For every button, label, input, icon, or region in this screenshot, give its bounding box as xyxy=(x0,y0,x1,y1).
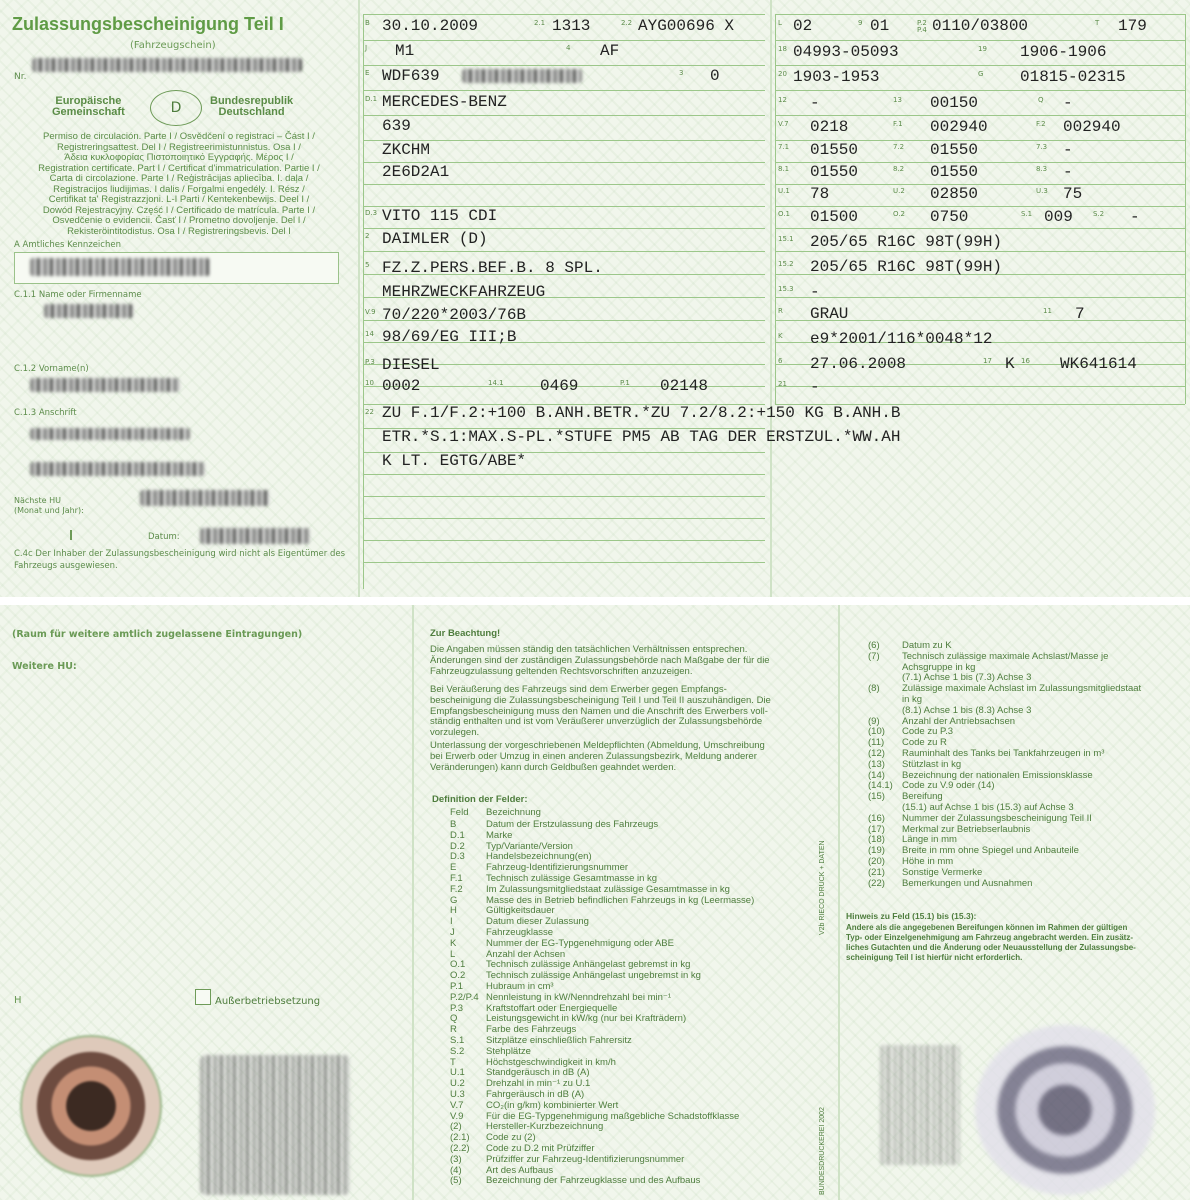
ausserbetrieb-label: Außerbetriebsetzung xyxy=(215,996,321,1007)
field-code-f20: 20 xyxy=(778,70,787,78)
field-code-p2p4: P.2 P.4 xyxy=(917,19,927,34)
definition-code: (6) xyxy=(868,640,880,651)
field-code-u3: U.3 xyxy=(1036,187,1048,195)
field-value-f141: 0469 xyxy=(540,377,579,395)
fold-line xyxy=(838,605,840,1200)
definition-text: Code zu R xyxy=(902,737,947,749)
grid-line xyxy=(363,65,765,66)
field-value-f22a: ZU F.1/F.2:+100 B.ANH.BETR.*ZU 7.2/8.2:+150 KG B.ANH.B xyxy=(382,404,901,422)
definition-code: P.1 xyxy=(450,981,464,992)
fold-line xyxy=(358,0,360,597)
grid-line xyxy=(775,184,1185,185)
grid-line xyxy=(775,228,1185,229)
definition-code: (20) xyxy=(868,856,885,867)
grid-line xyxy=(775,297,1185,298)
redacted-date xyxy=(200,528,310,544)
field-code-t: T xyxy=(1095,19,1100,27)
fold-line xyxy=(770,0,772,597)
redacted-hu xyxy=(140,490,270,506)
field-value-f13: 00150 xyxy=(930,94,979,112)
definition-code: B xyxy=(450,819,457,830)
field-value-p3: DIESEL xyxy=(382,356,440,374)
definition-text: Zulässige maximale Achslast im Zulassungsmitgliedstaat in kg (8.1) Achse 1 bis (8.3) Achse 3 xyxy=(902,683,1142,716)
registration-back-sheet xyxy=(0,605,1190,1200)
redacted-plate xyxy=(30,258,210,276)
field-value-d3: VITO 115 CDI xyxy=(382,207,498,225)
field-value-f81: 01550 xyxy=(810,163,859,181)
field-value-b: 30.10.2009 xyxy=(382,17,479,35)
definition-code: S.1 xyxy=(450,1035,465,1046)
definition-text: Breite in mm ohne Spiegel und Anbauteile xyxy=(902,845,1079,857)
definition-code: (4) xyxy=(450,1164,462,1176)
field-code-g: G xyxy=(978,70,984,78)
redacted-firstname xyxy=(30,378,180,392)
field-value-p2p4: 0110/03800 xyxy=(932,17,1029,35)
field-code-f11: 11 xyxy=(1043,307,1052,315)
field-code-u1: U.1 xyxy=(778,187,790,195)
field-value-f21b: - xyxy=(810,378,820,396)
field-value-g: 01815-02315 xyxy=(1020,68,1126,86)
definition-code: G xyxy=(450,894,458,906)
definition-code: P.3 xyxy=(450,1002,464,1014)
field-code-k: K xyxy=(778,332,783,340)
field-value-d2b: ZKCHM xyxy=(382,141,431,159)
field-code-s1: S.1 xyxy=(1021,210,1033,218)
field-code-f4: 4 xyxy=(566,44,571,52)
field-value-d1: MERCEDES-BENZ xyxy=(382,93,507,111)
field-code-l: L xyxy=(778,19,782,27)
redacted-document-number xyxy=(32,58,302,72)
definition-text: Stützlast in kg xyxy=(902,758,962,770)
definition-code: (16) xyxy=(868,812,885,824)
field-code-f22: 2.2 xyxy=(621,19,633,27)
redacted-name xyxy=(44,304,134,318)
definition-text: Leistungsgewicht in kW/kg (nur bei Krafträdern) xyxy=(486,1013,687,1025)
definition-text: Code zu P.3 xyxy=(902,726,954,738)
field-value-f21: 1313 xyxy=(552,17,591,35)
hinweis-text: Andere als die angegebenen Bereifungen können im Rahmen der gültigen Typ- oder Einzelgenehmigung am Fahrzeug angebracht werden. Ein zusätz- liches Gutachten und die Änderung oder Neuausstellung der Zulassungsbe- scheinigung Teil I ist hierfür nicht erforderlich. xyxy=(846,923,1136,962)
field-value-f22b: ETR.*S.1:MAX.S-PL.*STUFE PM5 AB TAG DER ERSTZUL.*WW.AH xyxy=(382,428,901,446)
field-code-f14: 14 xyxy=(365,330,374,338)
field-code-f17: 17 xyxy=(983,357,992,365)
definition-code: (11) xyxy=(868,737,885,749)
definition-text: Typ/Variante/Version xyxy=(486,840,573,852)
definition-text: Höchstgeschwindigkeit in km/h xyxy=(486,1056,616,1068)
definition-code: P.2/P.4 xyxy=(450,991,479,1003)
definition-text: Bezeichnung der nationalen Emissionsklasse xyxy=(902,769,1093,781)
weitere-hu-label: Weitere HU: xyxy=(12,661,77,672)
definition-code: O.2 xyxy=(450,970,466,982)
definition-text: Gültigkeitsdauer xyxy=(486,905,555,917)
field-value-f83: - xyxy=(1063,163,1073,181)
field-value-u3: 75 xyxy=(1063,185,1083,203)
field-code-f19: 19 xyxy=(978,45,987,53)
definition-text: Datum der Erstzulassung des Fahrzeugs xyxy=(486,819,659,830)
grid-line xyxy=(363,474,765,475)
definition-text: Fahrzeugklasse xyxy=(486,927,554,938)
printer-mark: V2b RIECO DRUCK + DATEN xyxy=(819,840,826,935)
field-value-f72: 01550 xyxy=(930,141,979,159)
definition-code: D.3 xyxy=(450,851,465,863)
official-seal-left xyxy=(20,1035,162,1177)
definition-title: Definition der Felder: xyxy=(432,794,528,805)
grid-line xyxy=(775,206,1185,207)
field-code-e: E xyxy=(365,69,370,77)
definition-code: (10) xyxy=(868,726,885,738)
beachtung-paragraph-2: Bei Veräußerung des Fahrzeugs sind dem Erwerber gegen Empfangs- bescheinigung die Zulassungsbescheinigung Teil I und Teil II auszuhändigen. Die Empfangsbescheinigung muss den Namen und die Anschrift des Erwerbers voll- ständig enthalten und ist vom Veräußerer unverzüglich der Zulassungsbehörde vorzulegen. xyxy=(430,684,771,739)
grid-line xyxy=(363,115,765,116)
field-code-f1: F.1 xyxy=(893,120,903,128)
definition-text: Handelsbezeichnung(en) xyxy=(486,851,592,863)
field-value-o1: 01500 xyxy=(810,208,859,226)
field-value-v9: 70/220*2003/76B xyxy=(382,306,527,324)
field-code-f83: 8.3 xyxy=(1036,165,1048,173)
definition-text: Hersteller-Kurzbezeichnung xyxy=(486,1121,604,1133)
definition-code: D.2 xyxy=(450,840,465,852)
definition-text: Datum zu K xyxy=(902,640,952,651)
field-value-f10: 0002 xyxy=(382,377,421,395)
grid-line xyxy=(363,228,765,229)
grid-line xyxy=(363,562,765,563)
definition-code: (22) xyxy=(868,877,885,889)
field-value-f153: - xyxy=(810,283,820,301)
definition-text: Stehplätze xyxy=(486,1045,531,1057)
definition-text: Rauminhalt des Tanks bei Tankfahrzeugen in m³ xyxy=(902,748,1105,759)
field-value-u2: 02850 xyxy=(930,185,979,203)
bezeichnung-header: Bezeichnung xyxy=(486,807,541,818)
field-value-l: 02 xyxy=(793,17,813,35)
grid-line xyxy=(363,14,364,589)
field-code-f9: 9 xyxy=(858,19,863,27)
definition-text: Nummer der EG-Typgenehmigung oder ABE xyxy=(486,937,674,949)
redacted-signature xyxy=(880,1045,960,1165)
definition-text: Bemerkungen und Ausnahmen xyxy=(902,877,1033,889)
redacted-vin-part xyxy=(462,69,582,83)
field-code-v9: V.9 xyxy=(365,308,376,316)
country-oval: D xyxy=(150,90,202,126)
definition-code: (2) xyxy=(450,1121,462,1133)
definition-text: Bereifung (15.1) auf Achse 1 bis (15.3) auf Achse 3 xyxy=(902,791,1074,813)
definition-code: U.2 xyxy=(450,1078,465,1090)
definition-code: F.1 xyxy=(450,873,463,884)
nr-label: Nr. xyxy=(14,72,27,82)
grid-line xyxy=(363,251,765,252)
field-value-u1: 78 xyxy=(810,185,830,203)
definition-code: (13) xyxy=(868,758,885,770)
field-code-f21: 2.1 xyxy=(534,19,546,27)
field-code-f71: 7.1 xyxy=(778,143,790,151)
field-value-d2c: 2E6D2A1 xyxy=(382,163,450,181)
field-code-p3: P.3 xyxy=(365,358,375,366)
definition-code: Q xyxy=(450,1013,458,1025)
grid-line xyxy=(363,90,765,91)
definition-code: K xyxy=(450,937,457,949)
grid-line xyxy=(363,496,765,497)
definition-code: (7) xyxy=(868,650,880,662)
field-code-f72: 7.2 xyxy=(893,143,905,151)
field-code-d3: D.3 xyxy=(365,209,378,217)
grid-line xyxy=(775,14,1185,15)
definition-code: J xyxy=(450,927,455,938)
definition-text: Technisch zulässige maximale Achslast/Masse je Achsgruppe in kg (7.1) Achse 1 bis (7.3) Achse 3 xyxy=(902,650,1109,684)
grid-line xyxy=(363,184,765,185)
definition-text: Drehzahl in min⁻¹ zu U.1 xyxy=(486,1078,591,1090)
grid-line xyxy=(775,115,1185,116)
field-code-u2: U.2 xyxy=(893,187,905,195)
grid-line xyxy=(363,518,765,519)
beachtung-paragraph-1: Die Angaben müssen ständig den tatsächlichen Verhältnissen entsprechen. Änderungen sind der zuständigen Zulassungsbehörde nach Maßgabe der für die Fahrzeugzulassung geltenden Rechtsvorschriften anzuzeigen. xyxy=(430,644,770,677)
definition-code: T xyxy=(450,1056,456,1068)
beachtung-paragraph-3: Unterlassung der vorgeschriebenen Meldepflichten (Abmeldung, Umschreibung bei Erwerb oder Umzug in einen anderen Zulassungsbezirk, Meldung anderer Veränderungen) kann durch Geldbußen geahndet werden. xyxy=(430,740,765,773)
field-code-f3: 3 xyxy=(679,69,684,77)
redacted-address-2 xyxy=(30,462,205,476)
definition-text: Technisch zulässige Anhängelast gebremst in kg xyxy=(486,959,691,971)
document-subtitle: (Fahrzeugschein) xyxy=(130,40,216,51)
definition-text: Datum dieser Zulassung xyxy=(486,916,589,928)
definition-code: H xyxy=(450,905,457,917)
definition-code: L xyxy=(450,948,456,960)
definition-code: (2.2) xyxy=(450,1143,470,1154)
grid-line xyxy=(363,540,765,541)
grid-line xyxy=(775,386,1185,387)
definition-text: Nennleistung in kW/Nenndrehzahl bei min⁻¹ xyxy=(486,991,672,1003)
grid-line xyxy=(363,14,765,15)
label-a: A Amtliches Kennzeichen xyxy=(14,240,121,250)
fold-line xyxy=(412,605,414,1200)
definition-code: (2.1) xyxy=(450,1132,470,1144)
label-c11: C.1.1 Name oder Firmenname xyxy=(14,290,142,300)
definition-text: Im Zulassungsmitgliedstaat zulässige Gesamtmasse in kg xyxy=(486,883,730,895)
definition-text: CO₂(in g/km) kombinierter Wert xyxy=(486,1099,619,1111)
field-value-f17: K xyxy=(1005,355,1015,373)
field-code-s2: S.2 xyxy=(1093,210,1105,218)
field-code-f16: 16 xyxy=(1021,357,1030,365)
printer-mark-2: BUNDESDRUCKEREI 2002 xyxy=(819,1107,826,1195)
registration-front-sheet xyxy=(0,0,1190,597)
definition-code: (5) xyxy=(450,1175,462,1187)
definition-code: (19) xyxy=(868,845,885,857)
definition-text: Fahrzeug-Identifizierungsnummer xyxy=(486,862,629,874)
field-code-f82: 8.2 xyxy=(893,165,905,173)
grid-line xyxy=(363,40,765,41)
definition-code: I xyxy=(450,916,453,928)
definition-text: Sitzplätze einschließlich Fahrersitz xyxy=(486,1035,632,1046)
field-value-f5b: MEHRZWECKFAHRZEUG xyxy=(382,283,546,301)
raum-label: (Raum für weitere amtlich zugelassene Eintragungen) xyxy=(12,629,303,640)
definition-code: V.9 xyxy=(450,1110,464,1122)
label-c13: C.1.3 Anschrift xyxy=(14,408,77,418)
field-value-f4: AF xyxy=(600,42,620,60)
definition-text: Technisch zulässige Gesamtmasse in kg xyxy=(486,873,658,884)
field-code-b: B xyxy=(365,19,370,27)
field-value-o2: 0750 xyxy=(930,208,969,226)
field-code-f2: 2 xyxy=(365,232,370,240)
field-value-f5: FZ.Z.PERS.BEF.B. 8 SPL. xyxy=(382,259,603,277)
definition-code: (15) xyxy=(868,791,885,803)
definition-text: Art des Aufbaus xyxy=(486,1164,554,1176)
field-value-s1: 009 xyxy=(1044,208,1073,226)
eu-label: Europäische Gemeinschaft xyxy=(52,95,125,118)
hinweis-title: Hinweis zu Feld (15.1) bis (15.3): xyxy=(846,911,977,921)
definition-code: (18) xyxy=(868,834,885,846)
field-value-f20: 1903-1953 xyxy=(793,68,880,86)
label-datum: Datum: xyxy=(148,532,180,542)
definition-code: (8) xyxy=(868,683,880,695)
field-code-f6: 6 xyxy=(778,357,783,365)
definition-text: Kraftstoffart oder Energiequelle xyxy=(486,1002,618,1014)
field-code-f153: 15.3 xyxy=(778,285,794,293)
definition-code: S.2 xyxy=(450,1045,465,1057)
field-value-f22c: K LT. EGTG/ABE* xyxy=(382,452,527,470)
field-code-f21b: 21 xyxy=(778,380,787,388)
field-code-f12: 12 xyxy=(778,96,787,104)
field-value-f152: 205/65 R16C 98T(99H) xyxy=(810,258,1003,276)
definition-code: V.7 xyxy=(450,1099,464,1111)
definition-text: Masse des in Betrieb befindlichen Fahrzeugs in kg (Leermasse) xyxy=(486,894,755,906)
field-value-f6: 27.06.2008 xyxy=(810,355,907,373)
definition-code: U.1 xyxy=(450,1067,465,1079)
field-value-p1: 02148 xyxy=(660,377,709,395)
definition-text: Standgeräusch in dB (A) xyxy=(486,1067,590,1079)
ausserbetrieb-checkbox[interactable] xyxy=(195,989,211,1005)
grid-line xyxy=(1185,14,1186,404)
field-value-f11: 7 xyxy=(1075,305,1085,323)
definition-text: Merkmal zur Betriebserlaubnis xyxy=(902,823,1031,835)
field-code-f81: 8.1 xyxy=(778,165,790,173)
field-code-p1: P.1 xyxy=(620,379,630,387)
grid-line xyxy=(775,90,1185,91)
definition-text: Marke xyxy=(486,829,513,841)
definition-text: Höhe in mm xyxy=(902,856,954,867)
field-value-e: WDF639 xyxy=(382,67,440,85)
field-value-f151: 205/65 R16C 98T(99H) xyxy=(810,233,1003,251)
feld-header: Feld xyxy=(450,807,469,818)
grid-line xyxy=(775,251,1185,252)
grid-line xyxy=(775,14,776,404)
definition-text: Fahrgeräusch in dB (A) xyxy=(486,1089,585,1100)
definition-text: Anzahl der Antriebsachsen xyxy=(902,715,1016,727)
definition-text: Anzahl der Achsen xyxy=(486,948,566,960)
field-value-f82: 01550 xyxy=(930,163,979,181)
definition-text: Länge in mm xyxy=(902,834,957,846)
field-code-d1: D.1 xyxy=(365,95,378,103)
definition-text: Farbe des Fahrzeugs xyxy=(486,1024,577,1036)
translations-block: Permiso de circulación. Parte I / Osvědčení o registraci – Část I / Registreringsattest. Del I / Registreerimistunnistus. Osa I / Άδεια κυκλοφορίας Πιστοποιητικό Εγγραφής. Μέρος Ι / Registration certificate. Part I / Certificat d'immatriculation. Partie I / Carta di circolazione. Parte I / Reģistrācijas apliecība. I. daļa / Registracijos liudijimas. I dalis / Forgalmi engedély. I. Rész / Certifikat ta' Registrazzjoni. L-I Parti / Kentekenbewijs. Deel I / Dowód Rejestracyjny. Część I / Certificado de matrícula. Parte I / Osvedčenie o evidencii. Časť I / Prometno dovoljenje. Del I / Rekisteröintitodistus. Osa I / Registreringsbevis. Del I xyxy=(38,131,320,237)
field-code-f13: 13 xyxy=(893,96,902,104)
field-value-f2: 002940 xyxy=(1063,118,1121,136)
definition-code: D.1 xyxy=(450,829,465,841)
field-code-f10: 10 xyxy=(365,379,374,387)
definition-code: (21) xyxy=(868,866,885,878)
definition-text: Hubraum in cm³ xyxy=(486,981,554,992)
field-code-f73: 7.3 xyxy=(1036,143,1048,151)
field-value-f9: 01 xyxy=(870,17,890,35)
document-title: Zulassungsbescheinigung Teil I xyxy=(12,14,284,34)
label-c12: C.1.2 Vorname(n) xyxy=(14,364,89,374)
definition-code: E xyxy=(450,862,457,874)
h-label: H xyxy=(14,995,22,1006)
field-value-f19: 1906-1906 xyxy=(1020,43,1107,61)
field-marker xyxy=(70,530,72,540)
definition-text: Sonstige Vermerke xyxy=(902,866,983,878)
field-code-f152: 15.2 xyxy=(778,260,794,268)
definition-text: Code zu V.9 oder (14) xyxy=(902,780,995,792)
field-value-f12: - xyxy=(810,94,820,112)
field-code-o1: O.1 xyxy=(778,210,790,218)
field-code-f141: 14.1 xyxy=(488,379,504,387)
official-seal-right xyxy=(975,1025,1155,1195)
definition-text: Für die EG-Typgenehmigung maßgebliche Schadstoffklasse xyxy=(486,1110,740,1122)
field-value-f2: DAIMLER (D) xyxy=(382,230,488,248)
definition-text: Technisch zulässige Anhängelast ungebremst in kg xyxy=(486,970,701,982)
definition-text: Bezeichnung der Fahrzeugklasse und des Aufbaus xyxy=(486,1175,701,1187)
field-value-q: - xyxy=(1063,94,1073,112)
field-value-f3: 0 xyxy=(710,67,720,85)
field-value-t: 179 xyxy=(1118,17,1147,35)
definition-code: F.2 xyxy=(450,883,463,895)
field-code-v7: V.7 xyxy=(778,120,789,128)
field-value-f18: 04993-05093 xyxy=(793,43,899,61)
field-value-f22: AYG00696 X xyxy=(638,17,735,35)
definition-text: Nummer der Zulassungsbescheinigung Teil II xyxy=(902,812,1092,824)
field-value-f73: - xyxy=(1063,141,1073,159)
field-value-f1: 002940 xyxy=(930,118,988,136)
field-code-22: 22 xyxy=(365,408,374,416)
definition-code: (14.1) xyxy=(868,780,893,792)
field-code-f18: 18 xyxy=(778,45,787,53)
field-code-f151: 15.1 xyxy=(778,235,794,243)
definition-code: R xyxy=(450,1024,457,1036)
field-code-o2: O.2 xyxy=(893,210,905,218)
field-value-s2: - xyxy=(1130,208,1140,226)
definition-code: (9) xyxy=(868,715,880,727)
field-code-r: R xyxy=(778,307,783,315)
field-value-d2a: 639 xyxy=(382,117,411,135)
label-hu: Nächste HU (Monat und Jahr): xyxy=(14,496,84,515)
definition-code: U.3 xyxy=(450,1089,465,1100)
field-code-f5: 5 xyxy=(365,261,370,269)
field-code-j: J xyxy=(365,44,368,52)
definition-text: Prüfziffer zur Fahrzeug-Identifizierungsnummer xyxy=(486,1153,685,1165)
field-value-f71: 01550 xyxy=(810,141,859,159)
field-value-r: GRAU xyxy=(810,305,849,323)
definition-code: (3) xyxy=(450,1153,462,1165)
label-c4c: C.4c Der Inhaber der Zulassungsbescheinigung wird nicht als Eigentümer des Fahrzeugs ausgewiesen. xyxy=(14,549,346,571)
definition-code: O.1 xyxy=(450,959,466,971)
field-value-f16: WK641614 xyxy=(1060,355,1137,373)
definition-code: (14) xyxy=(868,769,885,781)
field-code-f2: F.2 xyxy=(1036,120,1046,128)
grid-line xyxy=(775,65,1185,66)
grid-line xyxy=(775,40,1185,41)
field-value-k: e9*2001/116*0048*12 xyxy=(810,330,993,348)
field-code-q: Q xyxy=(1038,96,1044,104)
country-label: Bundesrepublik Deutschland xyxy=(210,95,294,118)
definition-code: (12) xyxy=(868,748,885,759)
field-value-v7: 0218 xyxy=(810,118,849,136)
redacted-address-1 xyxy=(30,428,190,440)
field-value-j: M1 xyxy=(395,42,415,60)
definition-text: Code zu D.2 mit Prüfziffer xyxy=(486,1143,595,1154)
definition-code: (17) xyxy=(868,823,885,835)
field-value-f14: 98/69/EG III;B xyxy=(382,328,517,346)
redacted-stamp-area xyxy=(200,1055,350,1195)
beachtung-title: Zur Beachtung! xyxy=(430,628,501,639)
definition-text: Code zu (2) xyxy=(486,1132,536,1144)
